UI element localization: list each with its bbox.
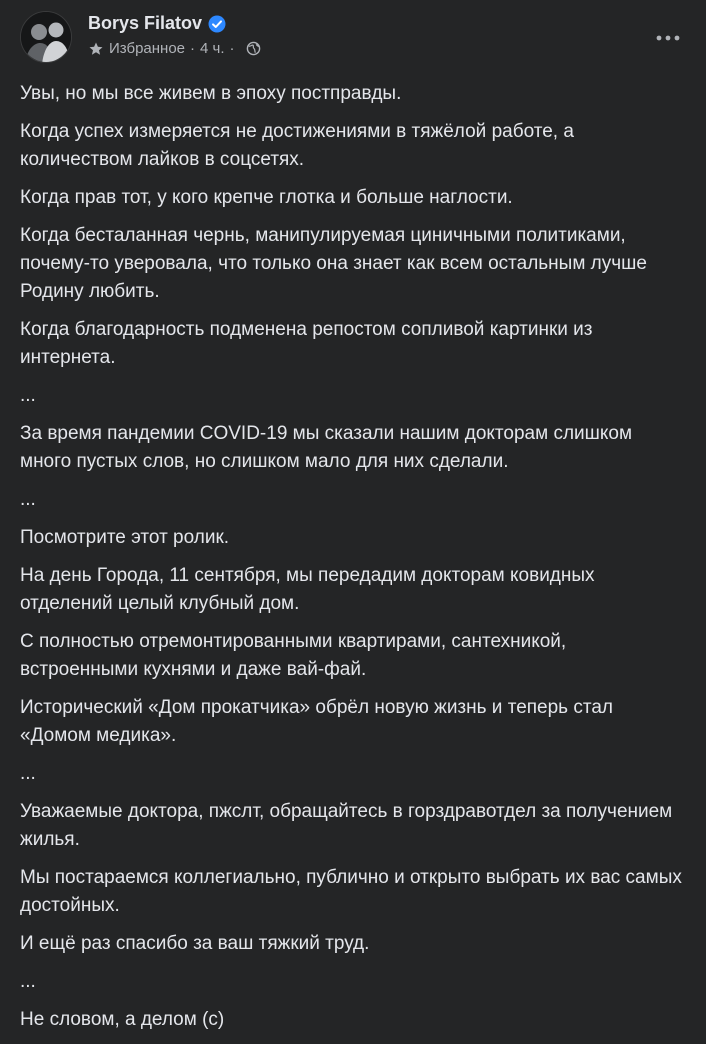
- post-timestamp[interactable]: 4 ч.: [200, 40, 225, 57]
- post-ellipsis: ...: [20, 763, 36, 784]
- post-body: [20, 80, 686, 1044]
- post-paragraph: Посмотрите этот ролик.: [20, 527, 230, 548]
- star-icon: [88, 41, 104, 57]
- audience-label[interactable]: Избранное: [109, 40, 186, 57]
- post-ellipsis: ...: [20, 971, 36, 992]
- verified-badge-icon: [208, 15, 226, 33]
- more-options-icon: [656, 35, 680, 41]
- post-paragraph: Когда бесталанная чернь, манипулируемая циничными политиками, почему-то уверовала, что только она знает как всем остальным лучше Родину любить.: [20, 225, 647, 302]
- post-paragraph: И ещё раз спасибо за ваш тяжкий труд.: [20, 933, 370, 954]
- globe-icon[interactable]: [246, 41, 261, 56]
- more-options-button[interactable]: [650, 23, 686, 53]
- post-ellipsis: ...: [20, 385, 36, 406]
- post-paragraph: Уважаемые доктора, пжслт, обращайтесь в горздравотдел за получением жилья.: [20, 801, 673, 850]
- author-avatar[interactable]: [20, 11, 72, 63]
- post-paragraph: Исторический «Дом прокатчика» обрёл новую жизнь и теперь стал «Домом медика».: [20, 697, 613, 746]
- author-name-row: [88, 13, 226, 34]
- post-paragraph: С полностью отремонтированными квартирами, сантехникой, встроенными кухнями и даже вай-фай.: [20, 631, 567, 680]
- post-paragraph: Увы, но мы все живем в эпоху постправды.: [20, 83, 402, 104]
- post-paragraph: Когда успех измеряется не достижениями в тяжёлой работе, а количеством лайков в соцсетях.: [20, 121, 574, 170]
- post-ellipsis: ...: [20, 489, 36, 510]
- post-paragraph: За время пандемии COVID-19 мы сказали нашим докторам слишком много пустых слов, но слишком мало для них сделали.: [20, 423, 633, 472]
- meta-separator: ·: [190, 40, 196, 57]
- author-name[interactable]: Borys Filatov: [88, 13, 203, 33]
- post-header: [20, 11, 686, 63]
- post-paragraph: Когда прав тот, у кого крепче глотка и больше наглости.: [20, 187, 513, 208]
- post-paragraph: На день Города, 11 сентября, мы передадим докторам ковидных отделений целый клубный дом.: [20, 565, 595, 614]
- post-paragraph: Не словом, а делом (с): [20, 1009, 225, 1030]
- meta-separator-2: ·: [229, 40, 235, 57]
- post-meta: [88, 40, 261, 57]
- post-paragraph: Мы постараемся коллегиально, публично и открыто выбрать их вас самых достойных.: [20, 867, 682, 916]
- avatar-photo: [21, 12, 72, 63]
- post-paragraph: Когда благодарность подменена репостом сопливой картинки из интернета.: [20, 319, 593, 368]
